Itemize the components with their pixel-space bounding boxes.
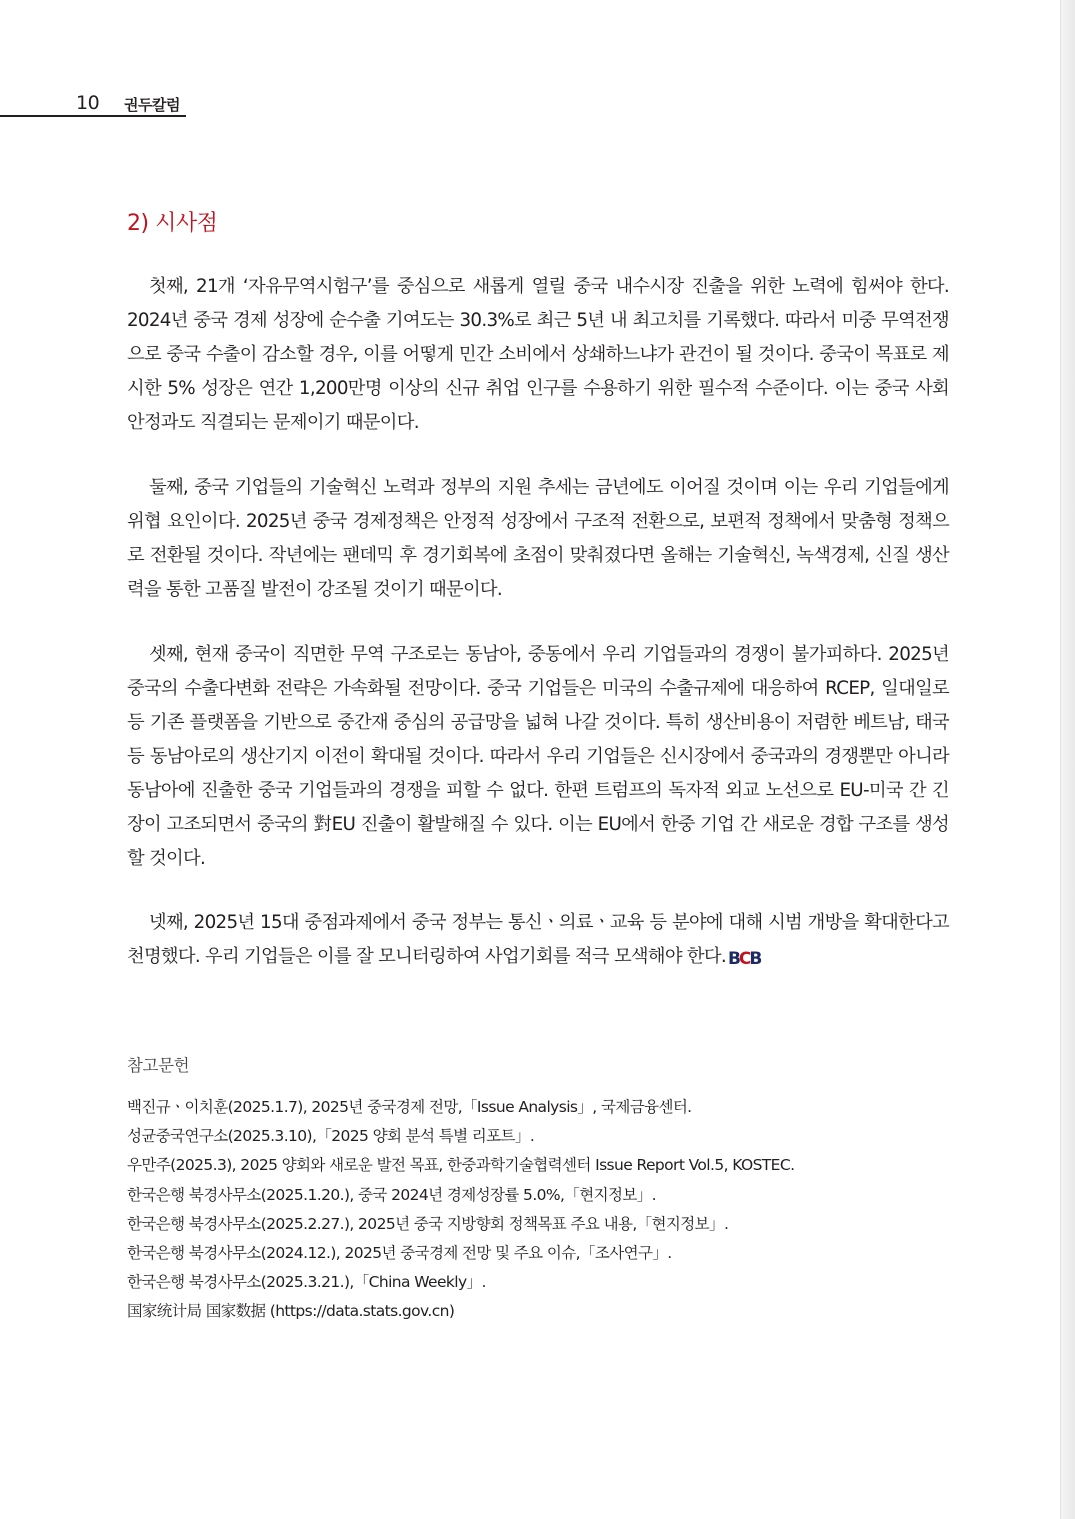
bcb-logo	[728, 942, 760, 976]
section-title: 2) 시사점	[127, 211, 218, 236]
header-rule	[0, 115, 186, 117]
page-header	[0, 88, 186, 118]
paragraph-third: 셋째, 현재 중국이 직면한 무역 구조로는 동남아, 중동에서 우리 기업들과의 경쟁이 불가피하다. 2025년 중국의 수출다변화 전략은 가속화될 전망이다. 중국 기업들은 미국의 수출규제에 대응하여 RCEP, 일대일로 등 기존 플랫폼을 기반으로 중간재 중심의 공급망을 넓혀 나갈 것이다. 특히 생산비용이 저렴한 베트남, 태국 등 동남아로의 생산기지 이전이 확대될 것이다. 따라서 우리 기업들은 신시장에서 중국과의 경쟁뿐만 아니라 동남아에 진출한 중국 기업들과의 경쟁을 피할 수 없다. 한편 트럼프의 독자적 외교 노선으로 EU-미국 간 긴장이 고조되면서 중국의 對EU 진출이 활발해질 수 있다. 이는 EU에서 한중 기업 간 새로운 경합 구조를 생성할 것이다.	[127, 644, 949, 869]
reference-item: 백진규ㆍ이치훈(2025.1.7), 2025년 중국경제 전망,「Issue Analysis」, 국제금융센터.	[127, 1098, 692, 1116]
reference-item: 한국은행 북경사무소(2025.2.27.), 2025년 중국 지방향회 정책목표 주요 내용,「현지정보」.	[127, 1214, 729, 1233]
references-title: 참고문헌	[127, 1056, 190, 1075]
paragraph-fourth-text: 넷째, 2025년 15대 중점과제에서 중국 정부는 통신ㆍ의료ㆍ교육 등 분야에 대해 시범 개방을 확대한다고 천명했다. 우리 기업들은 이를 잘 모니터링하여 사업기회를 적극 모색해야 한다.	[127, 912, 949, 967]
bcb-logo-b2: B	[749, 949, 761, 969]
paragraph-second: 둘째, 중국 기업들의 기술혁신 노력과 정부의 지원 추세는 금년에도 이어질 것이며 이는 우리 기업들에게 위협 요인이다. 2025년 중국 경제정책은 안정적 성장에서 구조적 전환으로, 보편적 정책에서 맞춤형 정책으로 전환될 것이다. 작년에는 팬데믹 후 경기회복에 초점이 맞춰졌다면 올해는 기술혁신, 녹색경제, 신질 생산력을 통한 고품질 발전이 강조될 것이기 때문이다.	[127, 477, 949, 600]
reference-item: 한국은행 북경사무소(2025.1.20.), 중국 2024년 경제성장률 5.0%,「현지정보」.	[127, 1185, 656, 1204]
paragraph-first: 첫째, 21개 ‘자유무역시험구’를 중심으로 새롭게 열릴 중국 내수시장 진출을 위한 노력에 힘써야 한다. 2024년 중국 경제 성장에 순수출 기여도는 30.3%로 최근 5년 내 최고치를 기록했다. 따라서 미중 무역전쟁으로 중국 수출이 감소할 경우, 이를 어떻게 민간 소비에서 상쇄하느냐가 관건이 될 것이다. 중국이 목표로 제시한 5% 성장은 연간 1,200만명 이상의 신규 취업 인구를 수용하기 위한 필수적 수준이다. 이는 중국 사회 안정과도 직결되는 문제이기 때문이다.	[127, 276, 949, 433]
reference-item: 한국은행 북경사무소(2024.12.), 2025년 중국경제 전망 및 주요 이슈,「조사연구」.	[127, 1244, 672, 1263]
paragraph-fourth	[127, 906, 949, 976]
header-title: 권두칼럼	[124, 96, 180, 114]
references	[127, 1053, 957, 1327]
references-list	[127, 1093, 957, 1327]
page-edge	[1060, 0, 1075, 1519]
reference-item: 한국은행 북경사무소(2025.3.21.),「China Weekly」.	[127, 1273, 486, 1292]
reference-item: 우만주(2025.3), 2025 양회와 새로운 발전 목표, 한중과학기술협력센터 Issue Report Vol.5, KOSTEC.	[127, 1156, 795, 1175]
bcb-logo-c: C	[738, 949, 750, 969]
reference-item: 성균중국연구소(2025.3.10),「2025 양회 분석 특별 리포트」.	[127, 1127, 535, 1146]
page-number: 10	[76, 92, 100, 114]
reference-item: 国家统计局 国家数据 (https://data.stats.gov.cn)	[127, 1302, 455, 1321]
bcb-logo-b: B	[727, 949, 739, 969]
